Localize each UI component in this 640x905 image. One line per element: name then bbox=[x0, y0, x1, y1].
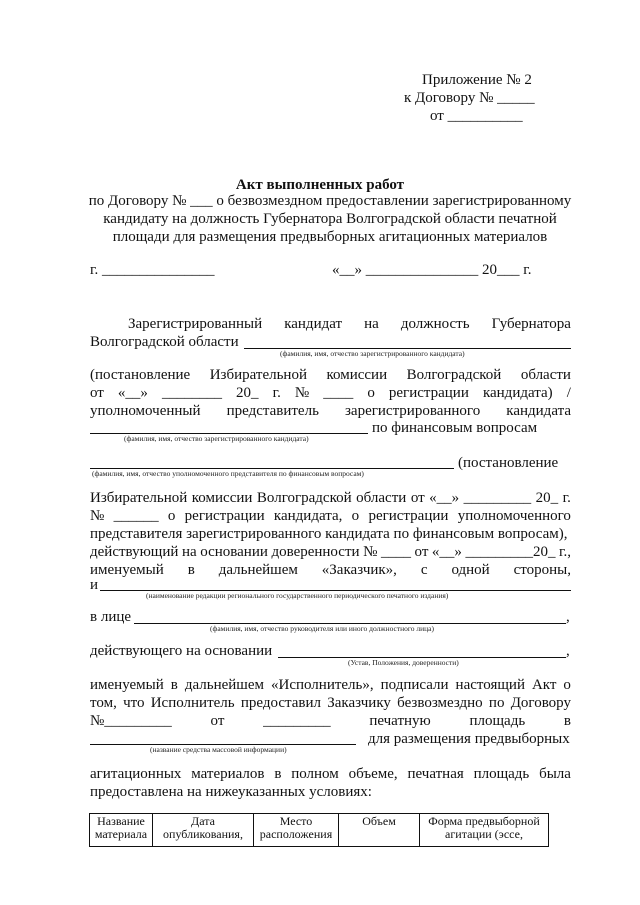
act-subtitle-1: по Договору № ___ о безвозмездном предоставлении зарегистрированному bbox=[88, 193, 572, 209]
caption-representative-name: (фамилия, имя, отчество уполномоченного представителя по финансовым вопросам) bbox=[92, 469, 364, 478]
body-line-14: в лице bbox=[90, 609, 132, 625]
col-agitation-form: Форма предвыборной агитации (эссе, bbox=[420, 814, 549, 847]
contract-reference: к Договору № _____ bbox=[404, 90, 535, 106]
act-subtitle-2: кандидату на должность Губернатора Волгоградской области печатной bbox=[103, 211, 557, 227]
body-line-19-tail: для размещения предвыборных bbox=[368, 731, 570, 747]
caption-basis: (Устав, Положения, доверенности) bbox=[348, 658, 459, 667]
body-line-20: агитационных материалов в полном объеме, печатная площадь была bbox=[90, 766, 571, 782]
body-line-10: представителя зарегистрированного кандидата по финансовым вопросам), bbox=[90, 526, 568, 542]
comma-2: , bbox=[566, 643, 570, 659]
placement-table bbox=[89, 813, 549, 847]
caption-publisher: (наименование редакции регионального государственного периодического печатного издания) bbox=[146, 591, 449, 600]
body-line-6-tail: по финансовым вопросам bbox=[372, 420, 538, 436]
body-line-12: именуемый в дальнейшем «Заказчик», с одной стороны, bbox=[90, 562, 571, 578]
body-line-4: от «__» ________ 20_ г. № ____ о регистрации кандидата) / bbox=[90, 385, 571, 401]
caption-candidate-name-2: (фамилия, имя, отчество зарегистрированного кандидата) bbox=[124, 434, 309, 443]
body-line-5: уполномоченный представитель зарегистрированного кандидата bbox=[90, 403, 571, 419]
body-line-8: Избирательной комиссии Волгоградской области от «__» _________ 20_ г. bbox=[90, 490, 571, 506]
body-line-3: (постановление Избирательной комиссии Волгоградской области bbox=[90, 367, 571, 383]
body-line-13: и bbox=[90, 577, 99, 593]
body-line-7-tail: (постановление bbox=[458, 455, 559, 471]
contract-date: от __________ bbox=[430, 108, 523, 124]
body-line-15: действующего на основании bbox=[90, 643, 273, 659]
table-header-row bbox=[90, 814, 549, 847]
caption-media: (название средства массовой информации) bbox=[150, 745, 287, 754]
act-date-field: «__» _______________ 20___ г. bbox=[332, 262, 532, 278]
comma-1: , bbox=[566, 609, 570, 625]
caption-candidate-name: (фамилия, имя, отчество зарегистрированного кандидата) bbox=[280, 349, 465, 358]
act-subtitle-3: площади для размещения предвыборных агитационных материалов bbox=[112, 229, 548, 245]
body-line-16: именуемый в дальнейшем «Исполнитель», подписали настоящий Акт о bbox=[90, 677, 571, 693]
col-placement: Место расположения bbox=[254, 814, 339, 847]
city-field: г. _______________ bbox=[90, 262, 215, 278]
body-line-2: Волгоградской области bbox=[90, 334, 239, 350]
act-title: Акт выполненных работ bbox=[235, 177, 405, 193]
col-material-name: Название материала bbox=[90, 814, 153, 847]
col-publication-date: Дата опубликования, bbox=[153, 814, 254, 847]
appendix-number: Приложение № 2 bbox=[422, 72, 532, 88]
body-line-9: № ______ о регистрации кандидата, о регистрации уполномоченного bbox=[90, 508, 571, 524]
body-line-17: том, что Исполнитель предоставил Заказчику безвозмездно по Договору bbox=[90, 695, 571, 711]
body-line-21: предоставлена на нижеуказанных условиях: bbox=[90, 784, 372, 800]
col-volume: Объем bbox=[339, 814, 420, 847]
caption-director: (фамилия, имя, отчество руководителя или иного должностного лица) bbox=[210, 624, 435, 633]
body-line-18: №_________ от _________ печатную площадь в bbox=[90, 713, 571, 729]
body-line-11: действующий на основании доверенности № ____ от «__» _________20_ г., bbox=[90, 544, 571, 560]
body-line-1: Зарегистрированный кандидат на должность Губернатора bbox=[128, 316, 571, 332]
